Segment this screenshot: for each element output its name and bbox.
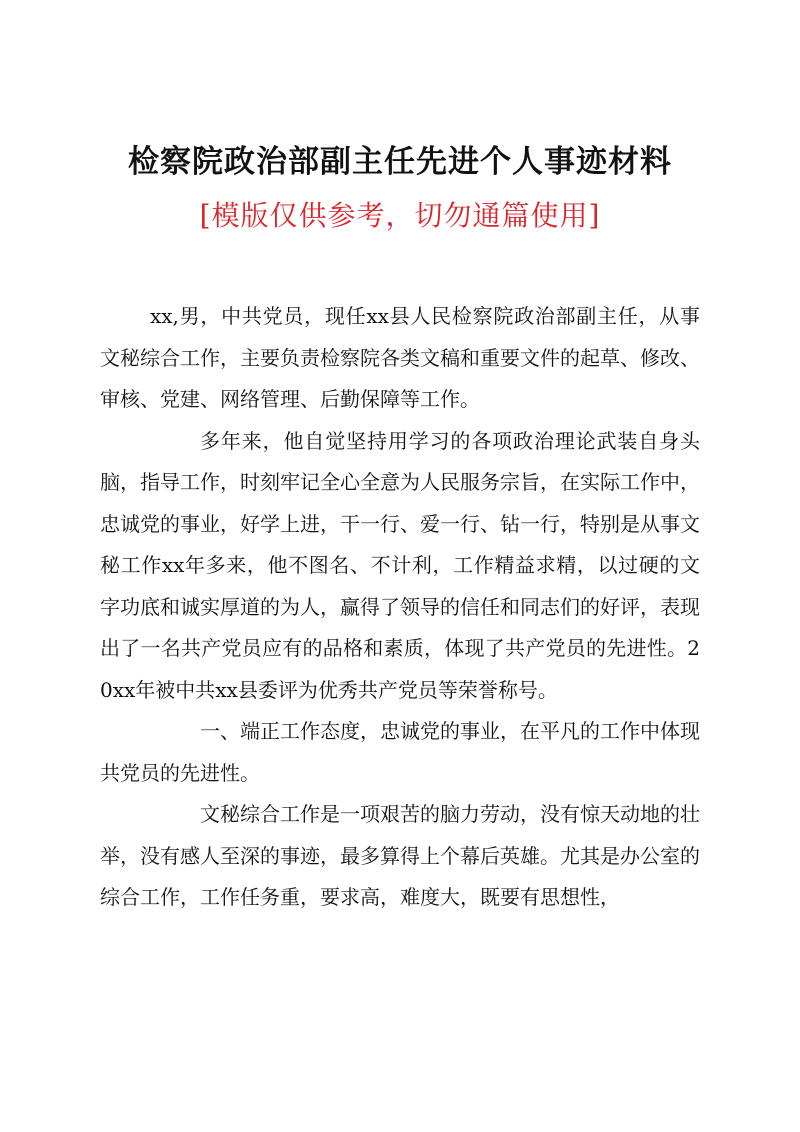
paragraph: xx,男，中共党员，现任xx县人民检察院政治部副主任，从事文秘综合工作，主要负责检察院各类文稿和重要文件的起草、修改、审核、党建、网络管理、后勤保障等工作。 [100,304,700,411]
document-title: 检察院政治部副主任先进个人事迹材料 [128,144,672,180]
paragraph: 文秘综合工作是一项艰苦的脑力劳动，没有惊天动地的壮举，没有感人至深的事迹，最多算得上个幕后英雄。尤其是办公室的综合工作，工作任务重，要求高，难度大，既要有思想性， [100,802,700,909]
document-body [100,296,700,919]
template-notice: [模版仅供参考，切勿通篇使用] [199,199,601,232]
paragraph: 多年来，他自觉坚持用学习的各项政治理论武装自身头脑，指导工作，时刻牢记全心全意为人民服务宗旨，在实际工作中，忠诚党的事业，好学上进，干一行、爱一行、钻一行，特别是从事文秘工作xx年多来，他不图名、不计利，工作精益求精，以过硬的文字功底和诚实厚道的为人，赢得了领导的信任和同志们的好评，表现出了一名共产党员应有的品格和素质，体现了共产党员的先进性。20xx年被中共xx县委评为优秀共产党员等荣誉称号。 [100,428,700,702]
paragraph: 一、端正工作态度，忠诚党的事业，在平凡的工作中体现共党员的先进性。 [100,719,700,785]
